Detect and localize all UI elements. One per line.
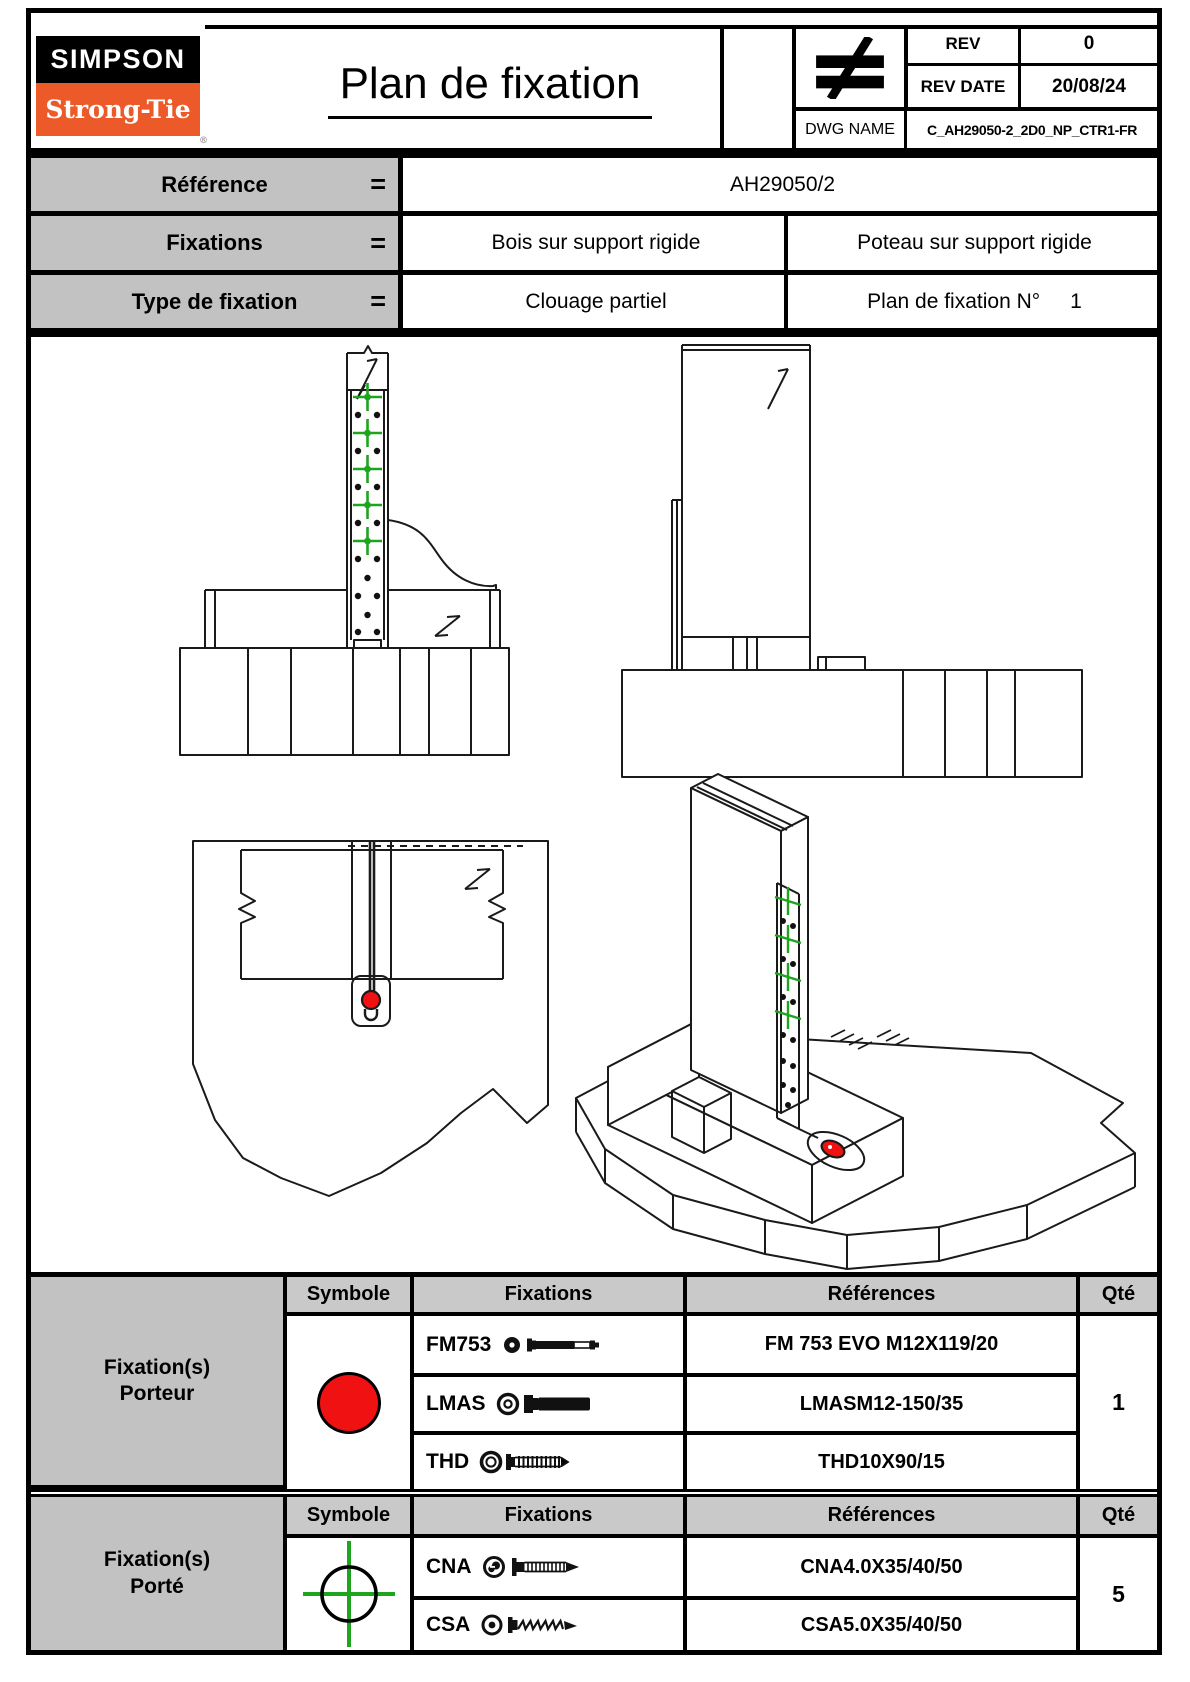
registered-mark: ® <box>199 136 208 146</box>
green-crosshair-symbol <box>293 1539 405 1649</box>
page-title: Plan de fixation <box>205 29 720 148</box>
fixations-label-cell: Fixations = <box>31 216 403 270</box>
fixation-row-fm753: FM753 <box>410 1316 683 1373</box>
header-divider <box>720 25 724 148</box>
rev-value: 0 <box>1018 25 1157 66</box>
view-isometric <box>576 774 1135 1269</box>
fixation-row-cna: CNA <box>410 1538 683 1596</box>
group-cell-porte: Fixation(s) Porté <box>31 1494 283 1650</box>
view-side-elevation <box>622 345 1082 777</box>
fixation-type-right: Poteau sur support rigide <box>857 231 1092 254</box>
reference-value: AH29050/2 <box>729 172 836 196</box>
rev-date-label: REV DATE <box>904 66 1018 107</box>
logo-strongtie-text: Strong-Tie ® <box>36 83 200 136</box>
symbole-cell-porte <box>283 1538 410 1650</box>
thd-screw-icon <box>479 1448 583 1476</box>
info-bottom-rule <box>31 328 1157 337</box>
header-qte-2: Qté <box>1076 1494 1157 1538</box>
reference-fm753: FM 753 EVO M12X119/20 <box>683 1316 1076 1373</box>
fixation-row-csa: CSA <box>410 1596 683 1650</box>
rev-date-value: 20/08/24 <box>1018 66 1157 107</box>
lmas-bolt-icon <box>496 1390 600 1418</box>
rev-label: REV <box>904 25 1018 66</box>
cna-nail-icon <box>482 1553 586 1581</box>
header-symbole: Symbole <box>283 1272 410 1316</box>
reference-thd: THD10X90/15 <box>683 1431 1076 1489</box>
reference-cna: CNA4.0X35/40/50 <box>683 1538 1076 1596</box>
equals-sign: = <box>370 169 386 199</box>
clouage-value: Clouage partiel <box>408 275 788 328</box>
equals-sign: = <box>370 227 386 258</box>
technical-drawing-views <box>31 337 1157 1272</box>
red-circle-symbol <box>317 1372 381 1434</box>
header-references-2: Références <box>683 1494 1076 1538</box>
header-fixations: Fixations <box>410 1272 683 1316</box>
fixation-row-thd: THD <box>410 1431 683 1489</box>
not-equal-projection-icon <box>814 37 886 99</box>
view-plan <box>193 841 548 1196</box>
equals-sign: = <box>370 286 386 316</box>
symbole-cell-porteur <box>283 1316 410 1489</box>
plan-number: 1 <box>1070 289 1082 313</box>
reference-label-cell: Référence = <box>31 158 403 211</box>
table-separator-rule <box>31 1489 1157 1492</box>
view-front-elevation <box>180 346 509 755</box>
plan-number-cell: Plan de fixation N° 1 <box>867 289 1082 313</box>
csa-screw-icon <box>480 1611 584 1639</box>
header-fixations-2: Fixations <box>410 1494 683 1538</box>
qty-porteur: 1 <box>1076 1316 1157 1489</box>
fm753-bolt-icon <box>501 1332 605 1358</box>
group-cell-porteur: Fixation(s) Porteur <box>31 1272 283 1489</box>
header-qte: Qté <box>1076 1272 1157 1316</box>
simpson-strongtie-logo <box>36 36 208 146</box>
fixation-type-left: Bois sur support rigide <box>408 216 788 270</box>
reference-csa: CSA5.0X35/40/50 <box>683 1596 1076 1650</box>
reference-lmas: LMASM12-150/35 <box>683 1373 1076 1431</box>
header-references: Références <box>683 1272 1076 1316</box>
dwg-name-label: DWG NAME <box>792 107 904 148</box>
qty-porte: 5 <box>1076 1538 1157 1650</box>
projection-symbol-cell <box>792 25 904 111</box>
header-symbole-2: Symbole <box>283 1494 410 1538</box>
dwg-name-value: C_AH29050-2_2D0_NP_CTR1-FR <box>904 107 1157 148</box>
logo-simpson-text: SIMPSON <box>36 36 200 83</box>
type-fixation-label-cell: Type de fixation = <box>31 275 403 328</box>
fixation-row-lmas: LMAS <box>410 1373 683 1431</box>
